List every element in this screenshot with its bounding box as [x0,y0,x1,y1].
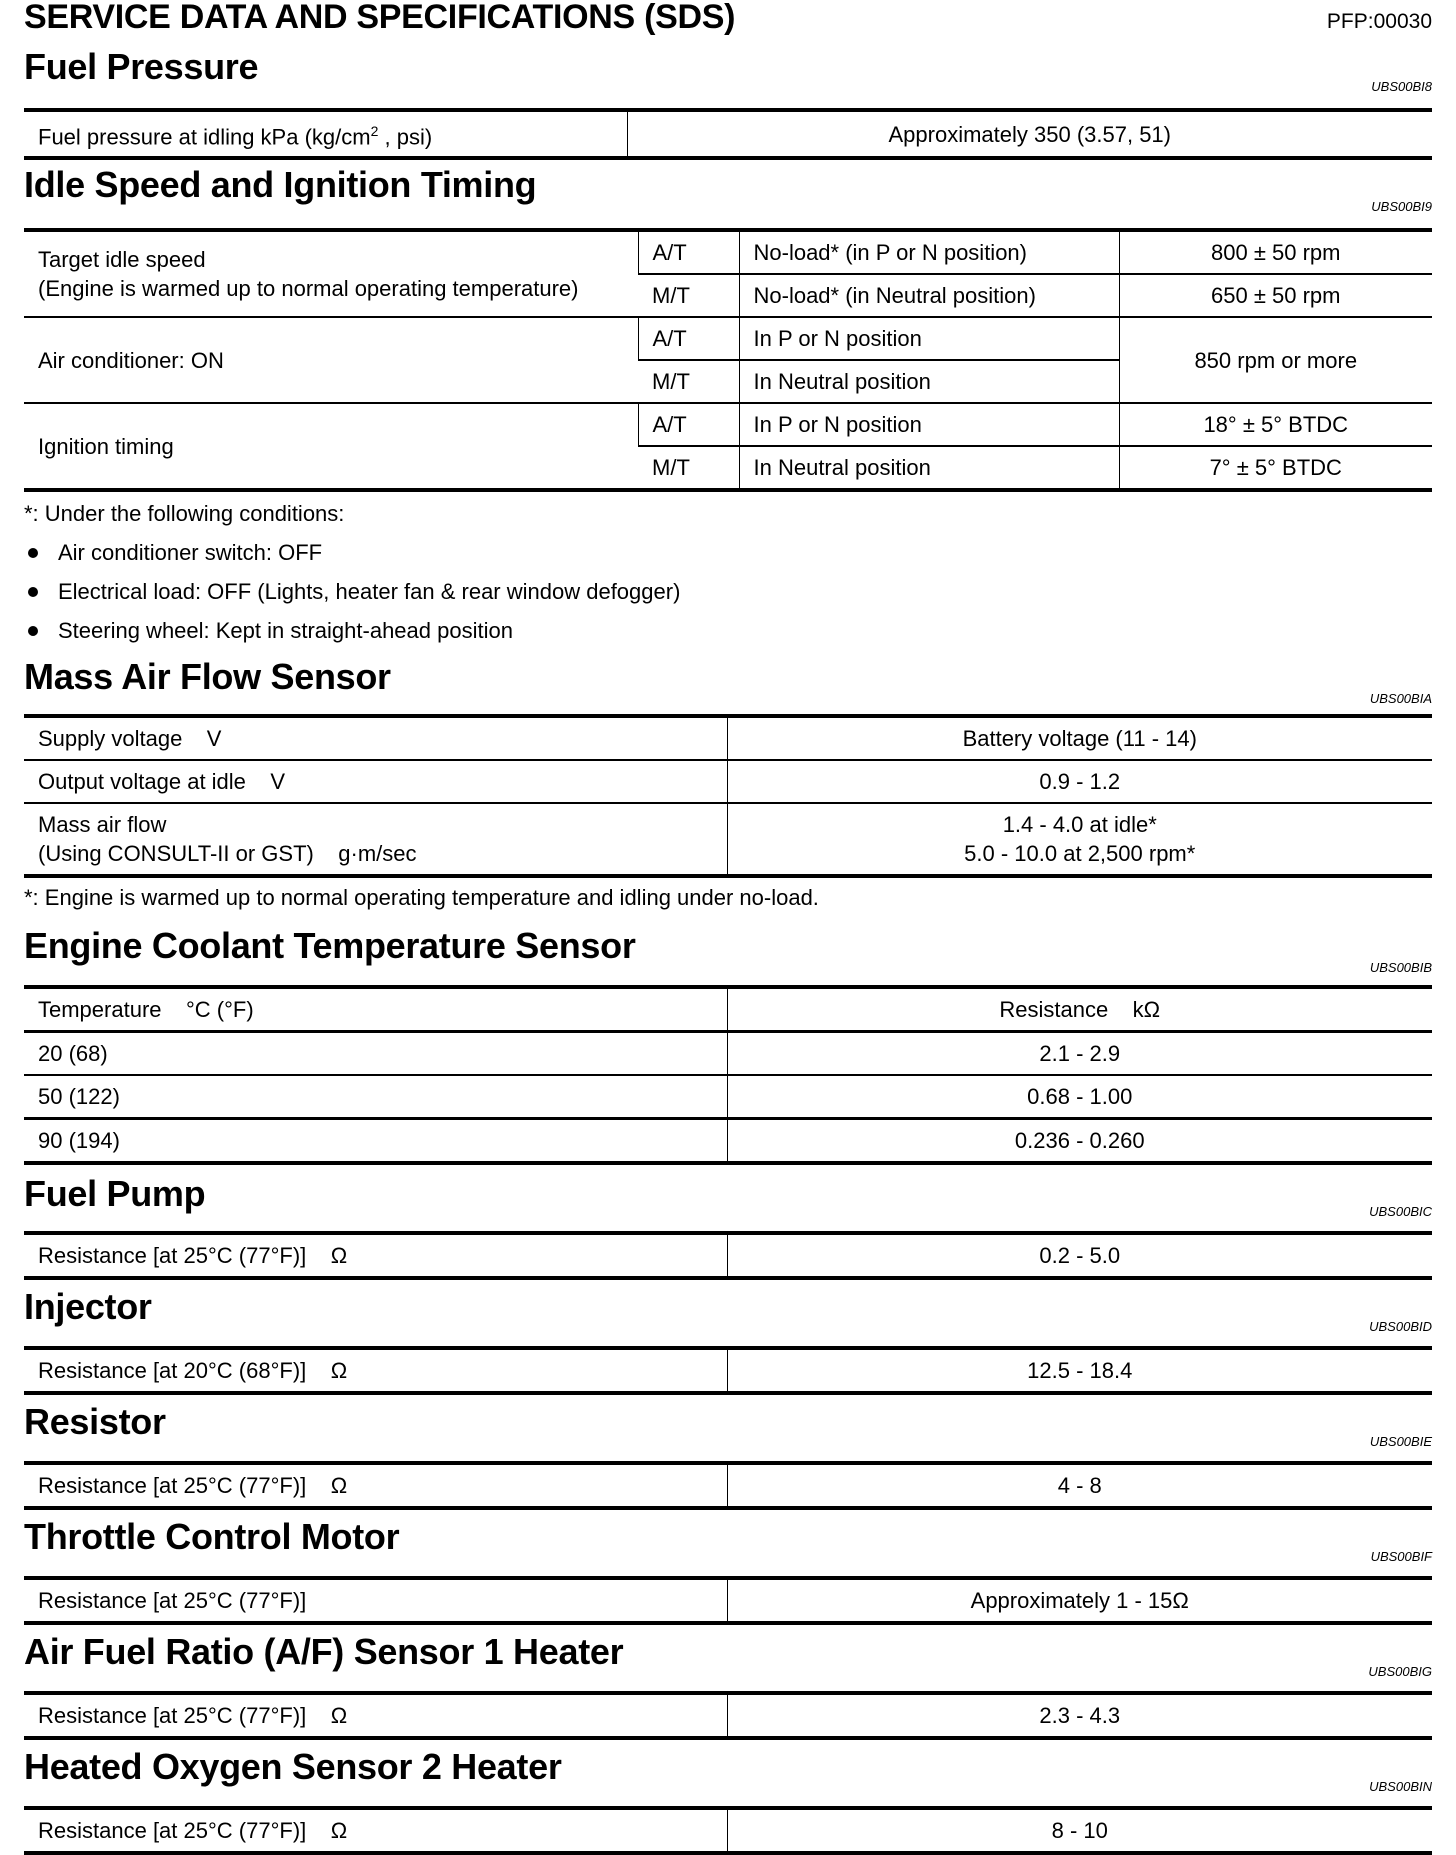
condition: In P or N position [739,403,1119,446]
section-title: Idle Speed and Ignition Timing [24,164,537,205]
table-row [24,230,1432,274]
section-ho2s2-heater [24,1740,1432,1855]
column-header: Resistance kΩ [727,987,1432,1032]
item-label: Target idle speed (Engine is warmed up to normal operating temperature) [38,247,579,301]
spec-value: Approximately 1 - 15Ω [727,1578,1432,1623]
footnote: *: Engine is warmed up to normal operating temperature and idling under no-load. [24,885,819,910]
spec-label: Resistance [at 25°C (77°F)] Ω [38,1703,348,1728]
section-title: Throttle Control Motor [24,1516,400,1557]
spec-value: 1.4 - 4.0 at idle* 5.0 - 10.0 at 2,500 rpm* [727,803,1432,876]
spec-value: 850 rpm or more [1119,317,1432,403]
section-header [24,1625,1432,1691]
bullet-item: Electrical load: OFF (Lights, heater fan & rear window defogger) [24,572,1432,611]
spec-label: Resistance [at 25°C (77°F)] Ω [38,1818,348,1843]
section-resistor [24,1395,1432,1510]
section-title: Fuel Pressure [24,46,259,87]
spec-value: Battery voltage (11 - 14) [727,716,1432,760]
condition: In Neutral position [739,360,1119,403]
section-header-fuel-pressure [24,46,1432,108]
spec-value: 18° ± 5° BTDC [1119,403,1432,446]
spec-value: 12.5 - 18.4 [727,1348,1432,1393]
section-code: UBS00BIB [1369,960,1432,975]
section-code: UBS00BI9 [1371,199,1432,214]
table-row [24,760,1432,803]
transmission: M/T [638,446,739,490]
section-title: Fuel Pump [24,1173,206,1214]
transmission: M/T [638,360,739,403]
page-code: PFP:00030 [1326,10,1432,33]
table-row [24,716,1432,760]
section-header [24,1740,1432,1806]
transmission: A/T [638,317,739,360]
item-label: Air conditioner: ON [24,317,638,403]
table-row [24,317,1432,360]
item-label: Ignition timing [24,403,638,490]
table-row [24,1032,1432,1076]
section-title: Mass Air Flow Sensor [24,656,391,697]
spec-value: 8 - 10 [727,1808,1432,1853]
section-header [24,1165,1432,1231]
section-code: UBS00BIC [1369,1204,1432,1219]
table-header-row [24,987,1432,1032]
spec-value: 4 - 8 [727,1463,1432,1508]
spec-label: Fuel pressure at idling kPa ($kg/cm^2$ , psi) [38,122,433,150]
section-header-maf [24,650,1432,714]
section-header-ect [24,917,1432,985]
page-title: SERVICE DATA AND SPECIFICATIONS (SDS) [24,0,736,36]
section-title: Engine Coolant Temperature Sensor [24,925,636,966]
spec-label: Resistance [at 25°C (77°F)] Ω [38,1243,348,1268]
section-title: Air Fuel Ratio (A/F) Sensor 1 Heater [24,1631,624,1672]
table-row [24,1119,1432,1164]
table-row [24,1693,1432,1738]
section-code: UBS00BI8 [1371,79,1432,94]
spec-label: Resistance [at 20°C (68°F)] Ω [38,1358,348,1383]
section-header [24,1280,1432,1346]
spec-value: 2.3 - 4.3 [727,1693,1432,1738]
table-row [24,110,1432,158]
maf-table [24,714,1432,878]
spec-label: Mass air flow (Using CONSULT-II or GST) g·m/sec [24,803,727,876]
condition: In P or N position [739,317,1119,360]
table-row [24,1075,1432,1119]
table-row [24,803,1432,876]
table-row [24,403,1432,446]
section-code: UBS00BIG [1368,1664,1432,1679]
idle-speed-table [24,228,1432,492]
spec-label: Supply voltage V [38,726,222,751]
page-header [24,0,1432,46]
transmission: M/T [638,274,739,317]
table-row [24,1348,1432,1393]
resistance: 0.68 - 1.00 [727,1075,1432,1119]
section-title: Resistor [24,1401,166,1442]
spec-value: 0.9 - 1.2 [727,760,1432,803]
section-fuel-pump [24,1165,1432,1280]
footnote: *: Under the following conditions: [24,501,345,526]
spec-label: Resistance [at 25°C (77°F)] [38,1588,307,1613]
section-injector [24,1280,1432,1395]
fuel-pressure-table [24,108,1432,160]
temperature: 50 (122) [24,1075,727,1119]
spec-label: Resistance [at 25°C (77°F)] Ω [38,1473,348,1498]
bullet-item: Air conditioner switch: OFF [24,533,1432,572]
section-header-idle [24,160,1432,228]
spec-value: Approximately 350 (3.57, 51) [627,110,1432,158]
section-code: UBS00BID [1369,1319,1432,1334]
section-code: UBS00BIF [1370,1549,1432,1564]
spec-value: 0.2 - 5.0 [727,1233,1432,1278]
temperature: 20 (68) [24,1032,727,1076]
section-code: UBS00BIN [1369,1779,1432,1794]
sds-page [24,0,1432,1855]
section-title: Injector [24,1286,152,1327]
condition: No-load* (in P or N position) [739,230,1119,274]
spec-value: 7° ± 5° BTDC [1119,446,1432,490]
table-row [24,1808,1432,1853]
column-header: Temperature °C (°F) [38,997,254,1022]
condition: No-load* (in Neutral position) [739,274,1119,317]
spec-label: Output voltage at idle V [24,760,727,803]
spec-value: 800 ± 50 rpm [1119,230,1432,274]
resistance: 2.1 - 2.9 [727,1032,1432,1076]
bullet-item: Steering wheel: Kept in straight-ahead position [24,611,1432,650]
section-throttle-control-motor [24,1510,1432,1625]
section-code: UBS00BIA [1369,691,1432,706]
section-af-sensor-heater [24,1625,1432,1740]
spec-value: 650 ± 50 rpm [1119,274,1432,317]
section-code: UBS00BIE [1369,1434,1432,1449]
transmission: A/T [638,230,739,274]
ect-table [24,985,1432,1165]
table-row [24,1463,1432,1508]
resistance: 0.236 - 0.260 [727,1119,1432,1164]
section-title: Heated Oxygen Sensor 2 Heater [24,1746,562,1787]
table-row [24,1233,1432,1278]
table-row [24,1578,1432,1623]
section-header [24,1510,1432,1576]
section-header [24,1395,1432,1461]
condition: In Neutral position [739,446,1119,490]
temperature: 90 (194) [24,1119,727,1164]
transmission: A/T [638,403,739,446]
